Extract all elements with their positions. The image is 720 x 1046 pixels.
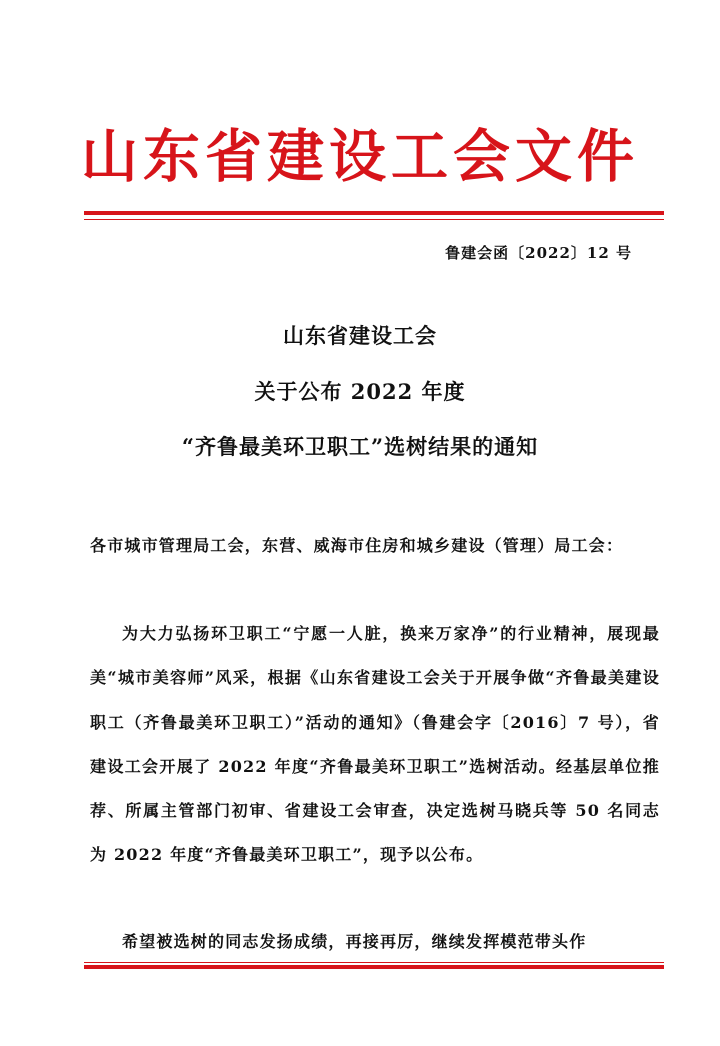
document-header: 山东省建设工会文件: [81, 123, 639, 190]
title-line-2: 关于公布 2022 年度: [254, 379, 466, 404]
footer-divider-thin: [84, 962, 664, 963]
body-paragraph-1: 为大力弘扬环卫职工“宁愿一人脏，换来万家净”的行业精神，展现最美“城市美容师”风采，根据《山东省建设工会关于开展争做“齐鲁最美建设职工（齐鲁最美环卫职工）”活动的通知》（鲁建会字〔2016〕7 号），省建设工会开展了 2022 年度“齐鲁最美环卫职工”选树活动。经基层单位推荐、所属主管部门初审、省建设工会审查，决定选树马晓兵等 50 名同志为 2022 年度“齐鲁最美环卫职工”，现予以公布。: [90, 624, 660, 865]
document-number: 鲁建会函〔2022〕12 号: [445, 244, 632, 262]
footer-divider-thick: [84, 965, 664, 969]
header-divider-thin: [84, 219, 664, 220]
body-paragraph-2: 希望被选树的同志发扬成绩，再接再厉，继续发挥模范带头作: [122, 932, 587, 951]
salutation: 各市城市管理局工会，东营、威海市住房和城乡建设（管理）局工会：: [90, 536, 624, 555]
title-line-1: 山东省建设工会: [283, 323, 437, 348]
header-divider-thick: [84, 211, 664, 215]
title-line-3: “齐鲁最美环卫职工”选树结果的通知: [181, 434, 539, 459]
